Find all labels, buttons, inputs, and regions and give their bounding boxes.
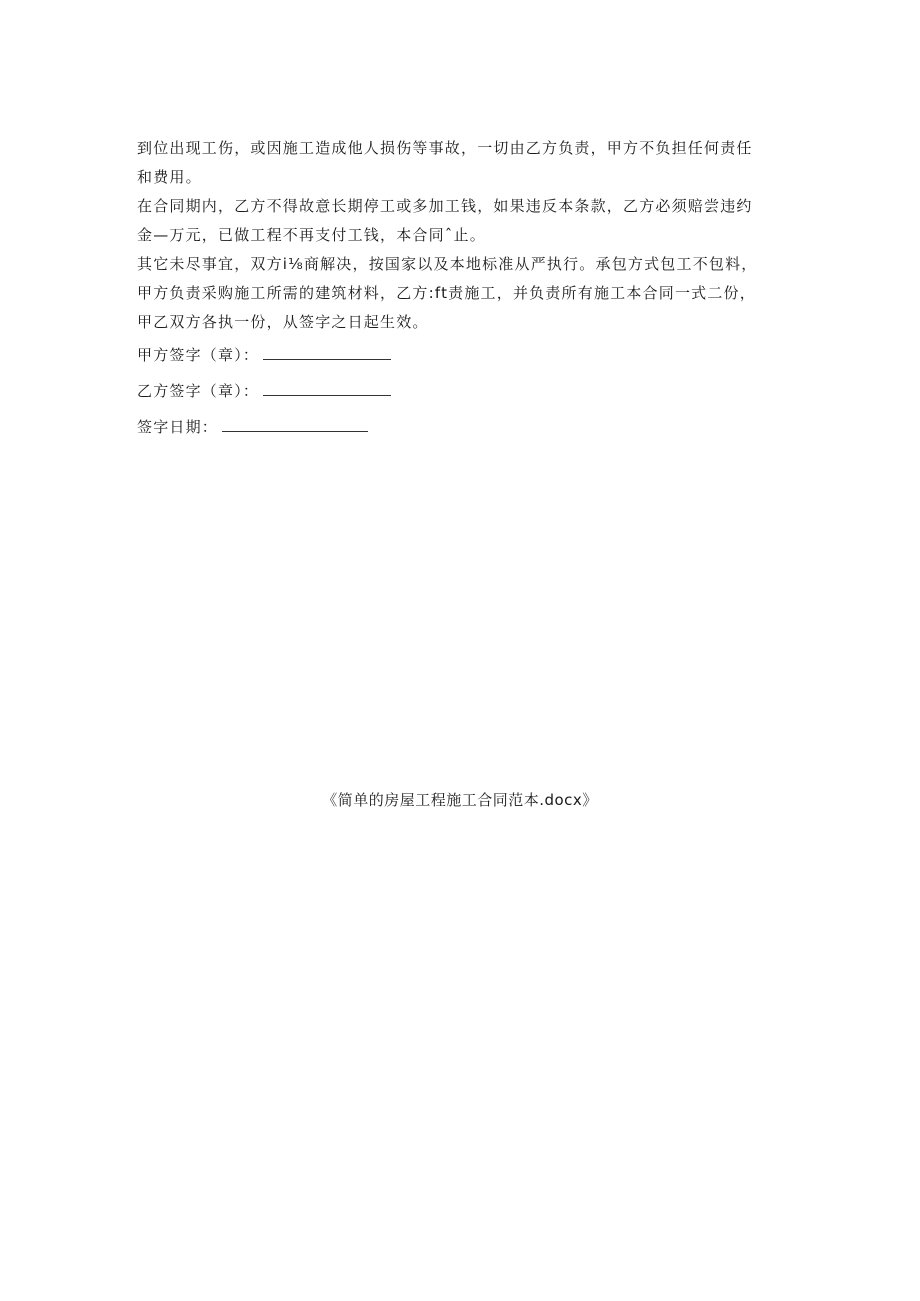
party-a-signature-row [137, 337, 817, 373]
paragraph-line: 金—万元，已做工程不再支付工钱，本合同ˆ止。 [137, 226, 486, 244]
paragraph-line: 在合同期内，乙方不得故意长期停工或多加工钱，如果违反本条款，乙方必须赔尝违约 [137, 197, 753, 215]
paragraph-line: 甲乙双方各执一份，从签字之日起生效。 [137, 313, 429, 331]
contract-body [137, 134, 817, 445]
party-b-signature-label: 乙方签字（章）： [137, 382, 260, 400]
signing-date-row [137, 409, 817, 445]
paragraph-line: 到位出现工伤，或因施工造成他人损伤等事故，一切由乙方负责，甲方不负担任何责任 [137, 139, 753, 157]
paragraph-line: 和费用。 [137, 168, 202, 186]
signing-date-blank [222, 417, 368, 432]
paragraph-line: 其它未尽事宜，双方i⅛商解决，按国家以及本地标准从严执行。承包方式包工不包料， [137, 255, 758, 273]
party-a-signature-label: 甲方签字（章）： [137, 346, 260, 364]
party-b-signature-blank [263, 381, 391, 396]
paragraph-line: 甲方负责采购施工所需的建筑材料，乙方:ft责施工，并负责所有施工本合同一式二份， [137, 284, 756, 302]
party-b-signature-row [137, 373, 817, 409]
party-a-signature-blank [263, 345, 391, 360]
document-file-title: 《简单的房屋工程施工合同范本.docx》 [322, 791, 598, 809]
signing-date-label: 签字日期： [137, 418, 219, 436]
